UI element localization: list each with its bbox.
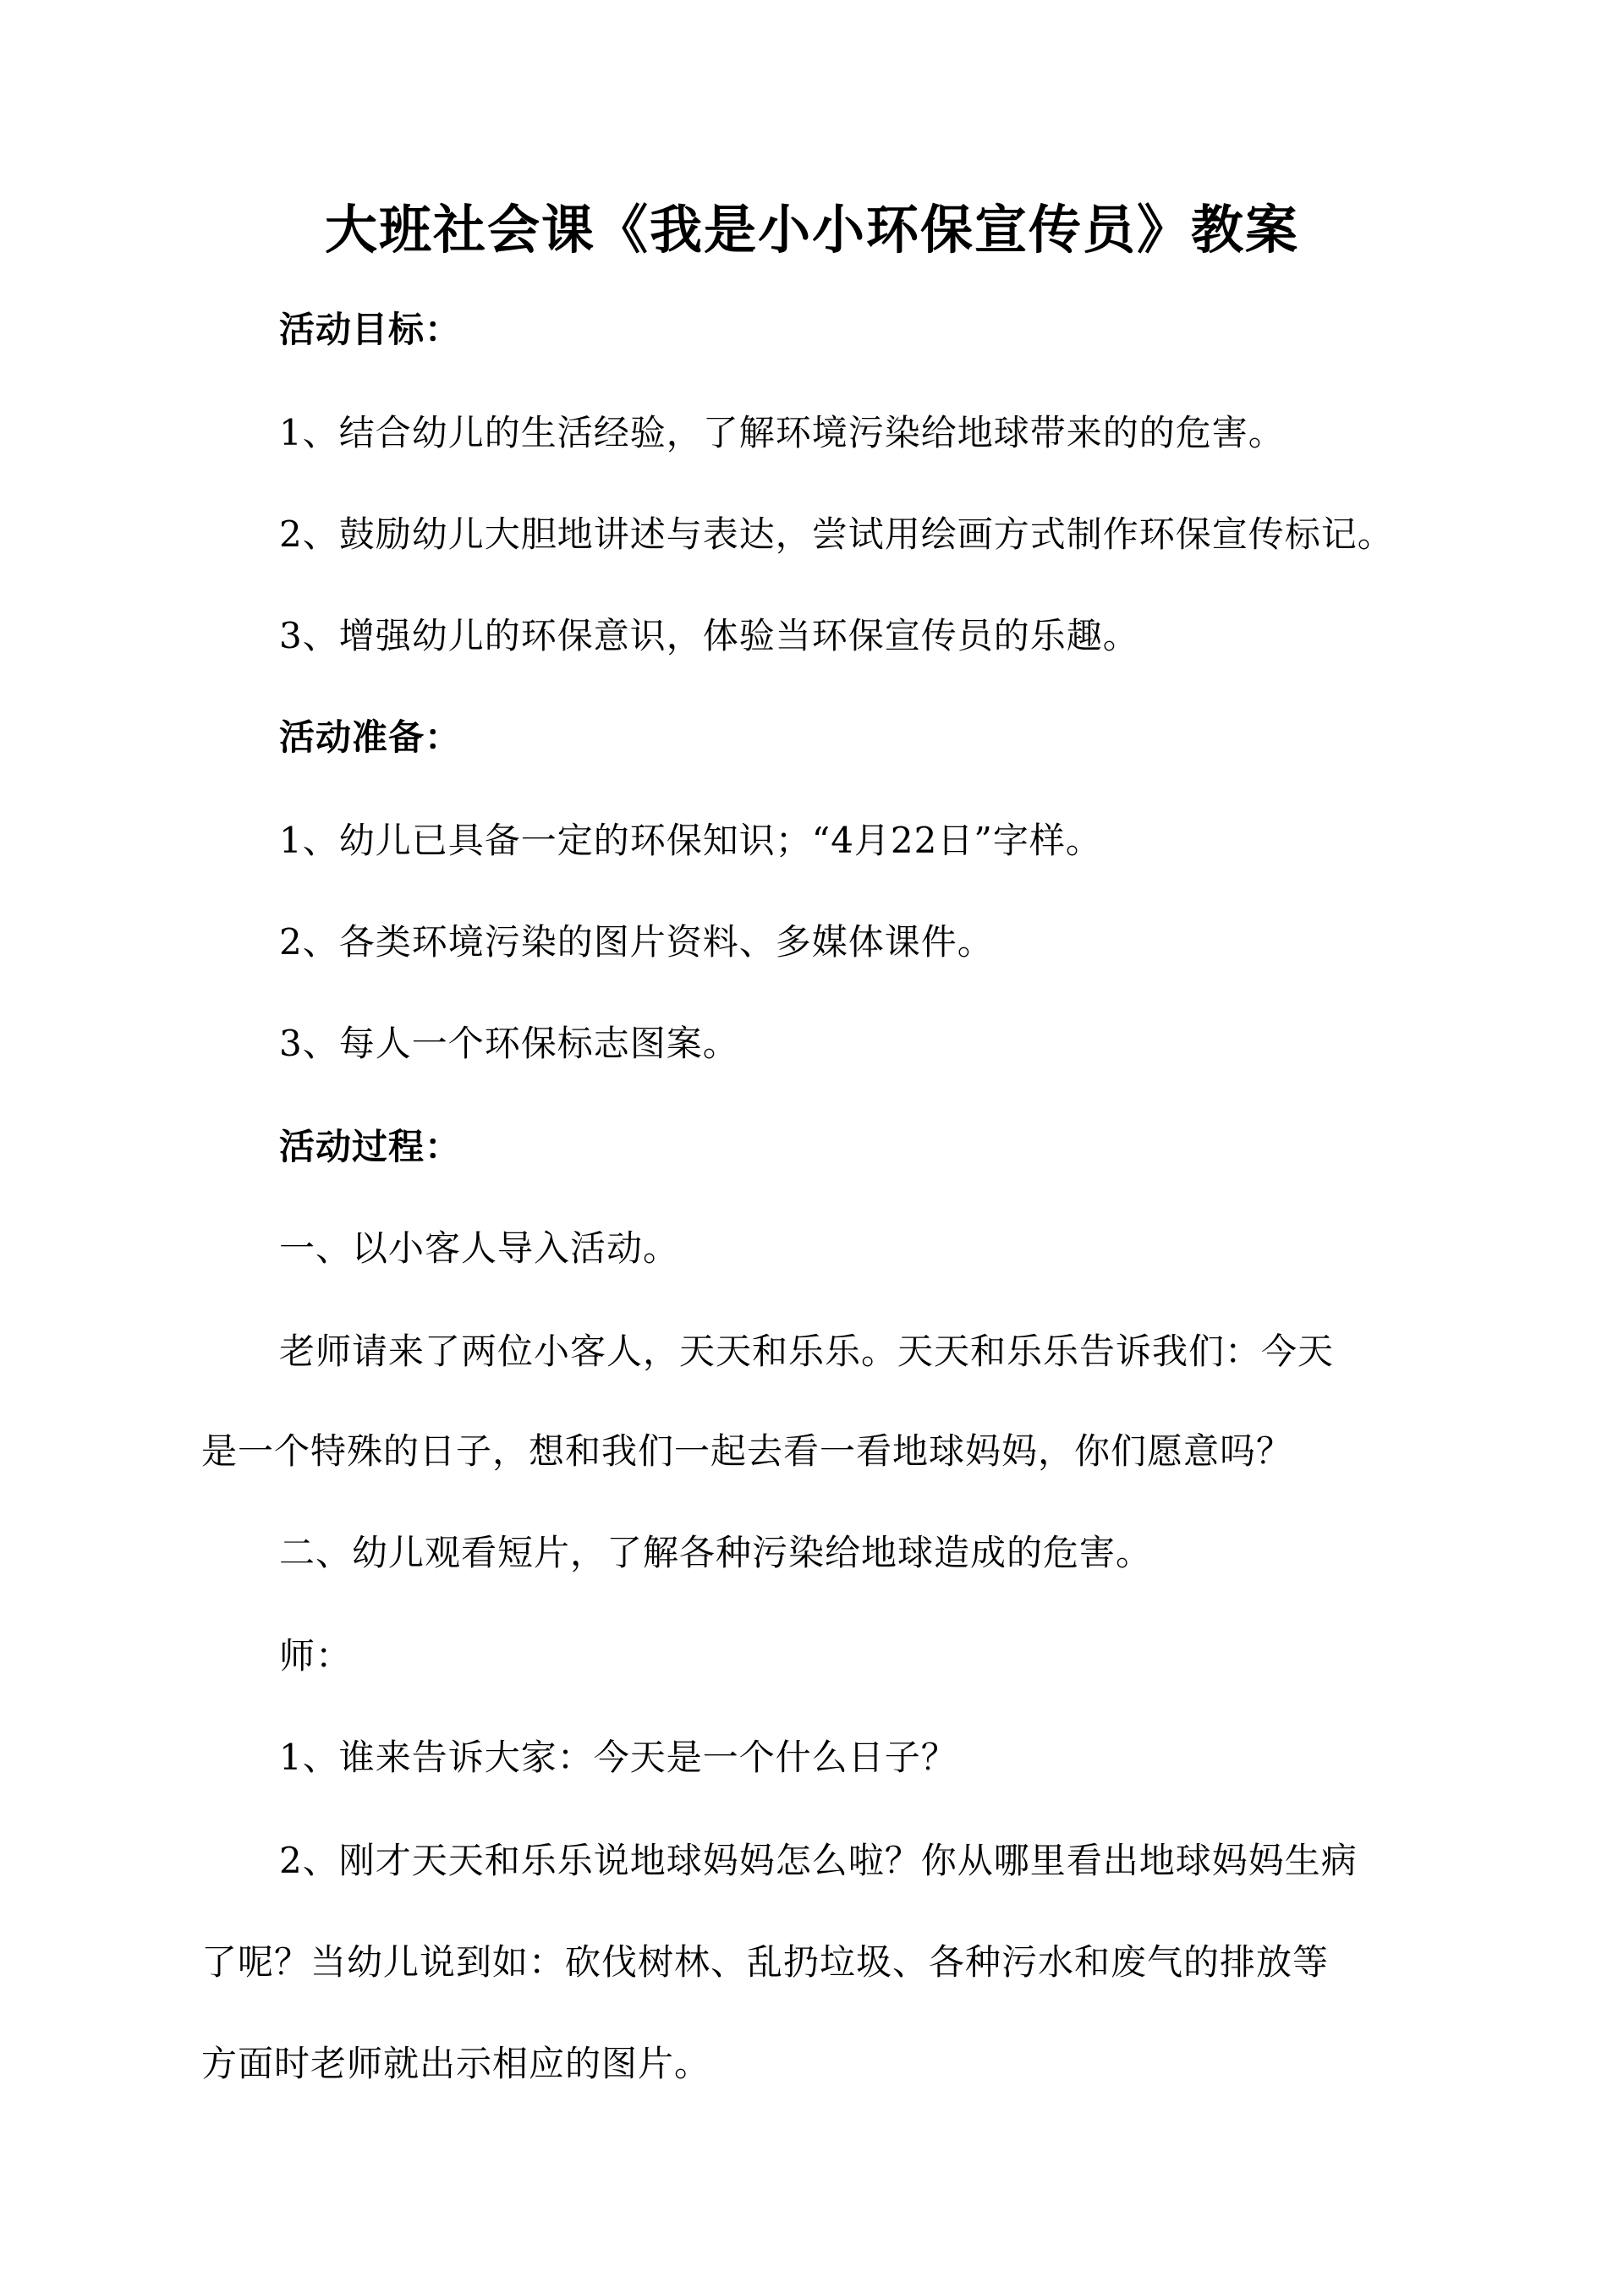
preparation-item-1: 1、幼儿已具备一定的环保知识；“4月22日”字样。 [279,820,1102,861]
goal-item-3: 3、增强幼儿的环保意识，体验当环保宣传员的乐趣。 [279,615,1139,656]
goal-item-1: 1、结合幼儿的生活经验，了解环境污染给地球带来的的危害。 [279,412,1285,453]
process-step-2: 二、幼儿观看短片，了解各种污染给地球造成的危害。 [279,1532,1153,1573]
preparation-item-2: 2、各类环境污染的图片资料、多媒体课件。 [279,921,994,963]
preparation-heading: 活动准备： [279,716,462,758]
goals-heading: 活动目标： [279,309,462,350]
question-2-line-3: 方面时老师就出示相应的图片。 [201,2043,711,2084]
question-1: 1、谁来告诉大家：今天是一个什么日子？ [279,1737,957,1778]
teacher-label: 师： [279,1635,353,1677]
document-title: 大班社会课《我是小小环保宣传员》教案 [324,199,1299,261]
preparation-item-3: 3、每人一个环保标志图案。 [279,1023,739,1064]
step-1-paragraph-line-1: 老师请来了两位小客人，天天和乐乐。天天和乐乐告诉我们：今天 [279,1331,1335,1372]
question-2-line-2: 了呢？当幼儿说到如：砍伐树林、乱扔垃圾、各种污水和废气的排放等 [201,1941,1330,1983]
process-heading: 活动过程： [279,1126,462,1167]
process-step-1: 一、以小客人导入活动。 [279,1227,680,1269]
goal-item-2: 2、鼓励幼儿大胆地讲述与表达，尝试用绘画方式制作环保宣传标记。 [279,513,1394,555]
question-2-line-1: 2、刚才天天和乐乐说地球妈妈怎么啦？你从哪里看出地球妈妈生病 [279,1840,1358,1881]
step-1-paragraph-line-2: 是一个特殊的日子，想和我们一起去看一看地球妈妈，你们愿意吗？ [201,1430,1293,1472]
